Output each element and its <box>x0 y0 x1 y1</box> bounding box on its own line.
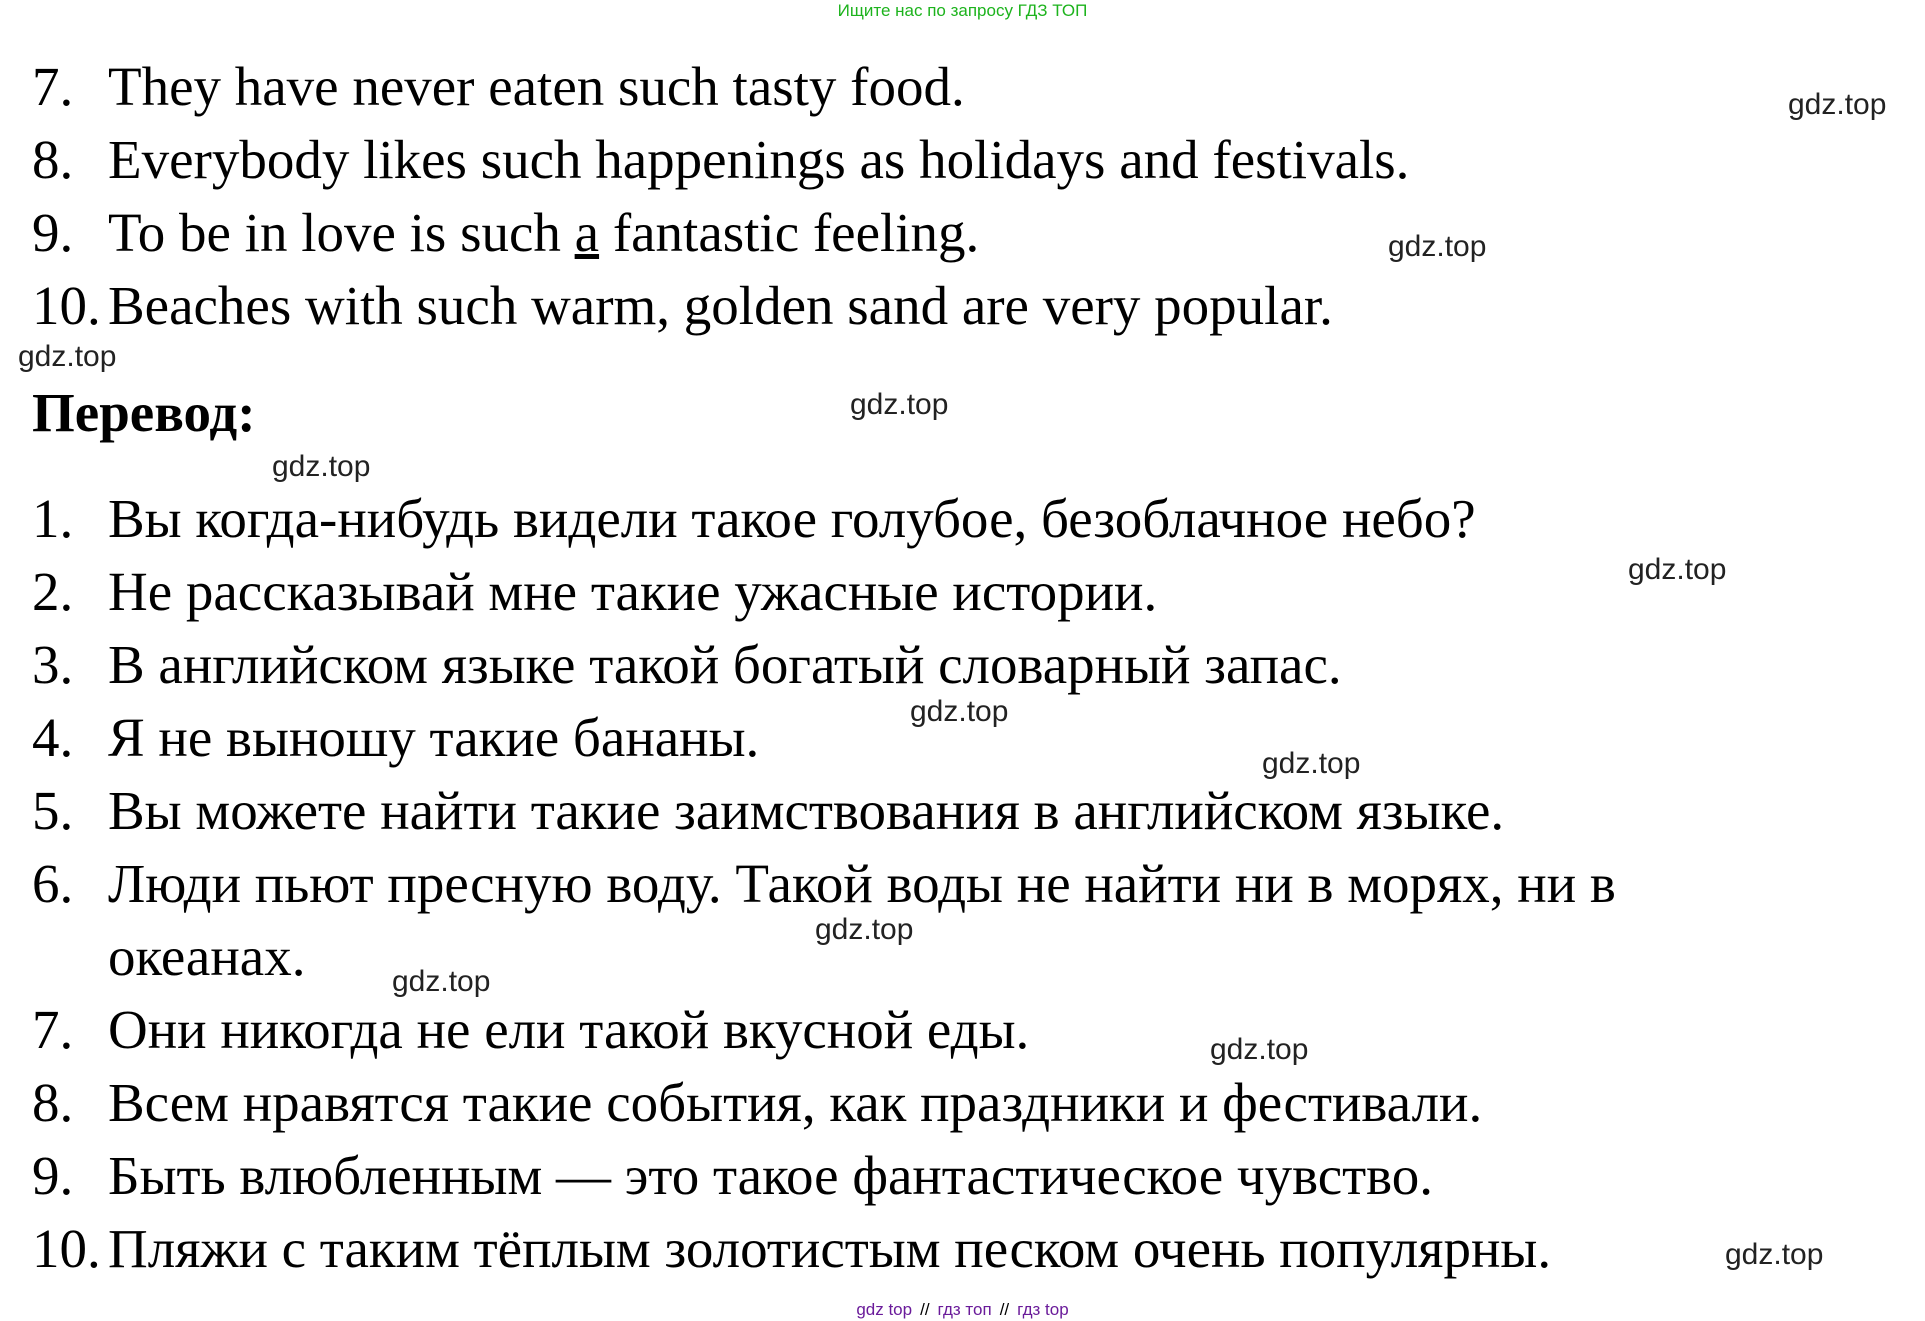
watermark: gdz.top <box>1210 1033 1309 1066</box>
item-number: 4. <box>32 707 74 768</box>
item-number: 8. <box>32 129 74 190</box>
bottom-link[interactable]: гдз top <box>1017 1300 1069 1319</box>
watermark: gdz.top <box>850 388 949 421</box>
sentence-text: They have never eaten such tasty food. <box>108 56 965 117</box>
watermark: gdz.top <box>1388 230 1487 263</box>
sentence-text-before: To be in love is such <box>108 202 575 263</box>
item-number: 10. <box>32 1218 101 1279</box>
watermark: gdz.top <box>392 965 491 998</box>
link-separator: // <box>999 1300 1010 1319</box>
item-number: 7. <box>32 999 74 1060</box>
sentence-text: Не рассказывай мне такие ужасные истории. <box>108 561 1158 622</box>
sentence-text <box>108 196 979 269</box>
watermark: gdz.top <box>1628 553 1727 586</box>
watermark: gdz.top <box>815 913 914 946</box>
watermark: gdz.top <box>272 450 371 483</box>
item-number: 7. <box>32 56 74 117</box>
sentence-text: Они никогда не ели такой вкусной еды. <box>108 999 1030 1060</box>
underlined-article: a <box>574 202 600 263</box>
sentence-text: Быть влюбленным — это такое фантастическое чувство. <box>108 1145 1434 1206</box>
item-number: 10. <box>32 275 101 336</box>
sentence-text: Вы можете найти такие заимствования в английском языке. <box>108 780 1505 841</box>
sentence-text-after: fantastic feeling. <box>599 202 980 263</box>
watermark: gdz.top <box>910 695 1009 728</box>
sentence-text: Beaches with such warm, golden sand are very popular. <box>108 275 1333 336</box>
item-number: 5. <box>32 780 74 841</box>
sentence-text: Everybody likes such happenings as holidays and festivals. <box>108 129 1410 190</box>
watermark: gdz.top <box>1262 747 1361 780</box>
item-number: 6. <box>32 853 74 914</box>
bottom-link[interactable]: gdz top <box>856 1300 913 1319</box>
sentence-text: Люди пьют пресную воду. Такой воды не найти ни в морях, ни в океанах. <box>108 853 1616 987</box>
item-number: 9. <box>32 1145 74 1206</box>
item-number: 3. <box>32 634 74 695</box>
sentence-text: Я не выношу такие бананы. <box>108 707 760 768</box>
link-separator: // <box>920 1300 930 1319</box>
top-banner: Ищите нас по запросу ГДЗ ТОП <box>837 1 1088 20</box>
bottom-link[interactable]: гдз топ <box>937 1300 992 1319</box>
item-number: 1. <box>32 488 74 549</box>
bottom-links <box>0 1300 1925 1320</box>
sentence-text: Пляжи с таким тёплым золотистым песком очень популярны. <box>108 1218 1552 1279</box>
watermark: gdz.top <box>18 340 117 373</box>
watermark: gdz.top <box>1725 1238 1824 1271</box>
item-number: 2. <box>32 561 74 622</box>
watermark: gdz.top <box>1788 88 1887 121</box>
sentence-text: В английском языке такой богатый словарный запас. <box>108 634 1342 695</box>
item-number: 8. <box>32 1072 74 1133</box>
sentence-text: Вы когда-нибудь видели такое голубое, безоблачное небо? <box>108 488 1476 549</box>
translation-heading: Перевод: <box>32 382 256 443</box>
sentence-text: Всем нравятся такие события, как праздники и фестивали. <box>108 1072 1483 1133</box>
item-number: 9. <box>32 202 74 263</box>
